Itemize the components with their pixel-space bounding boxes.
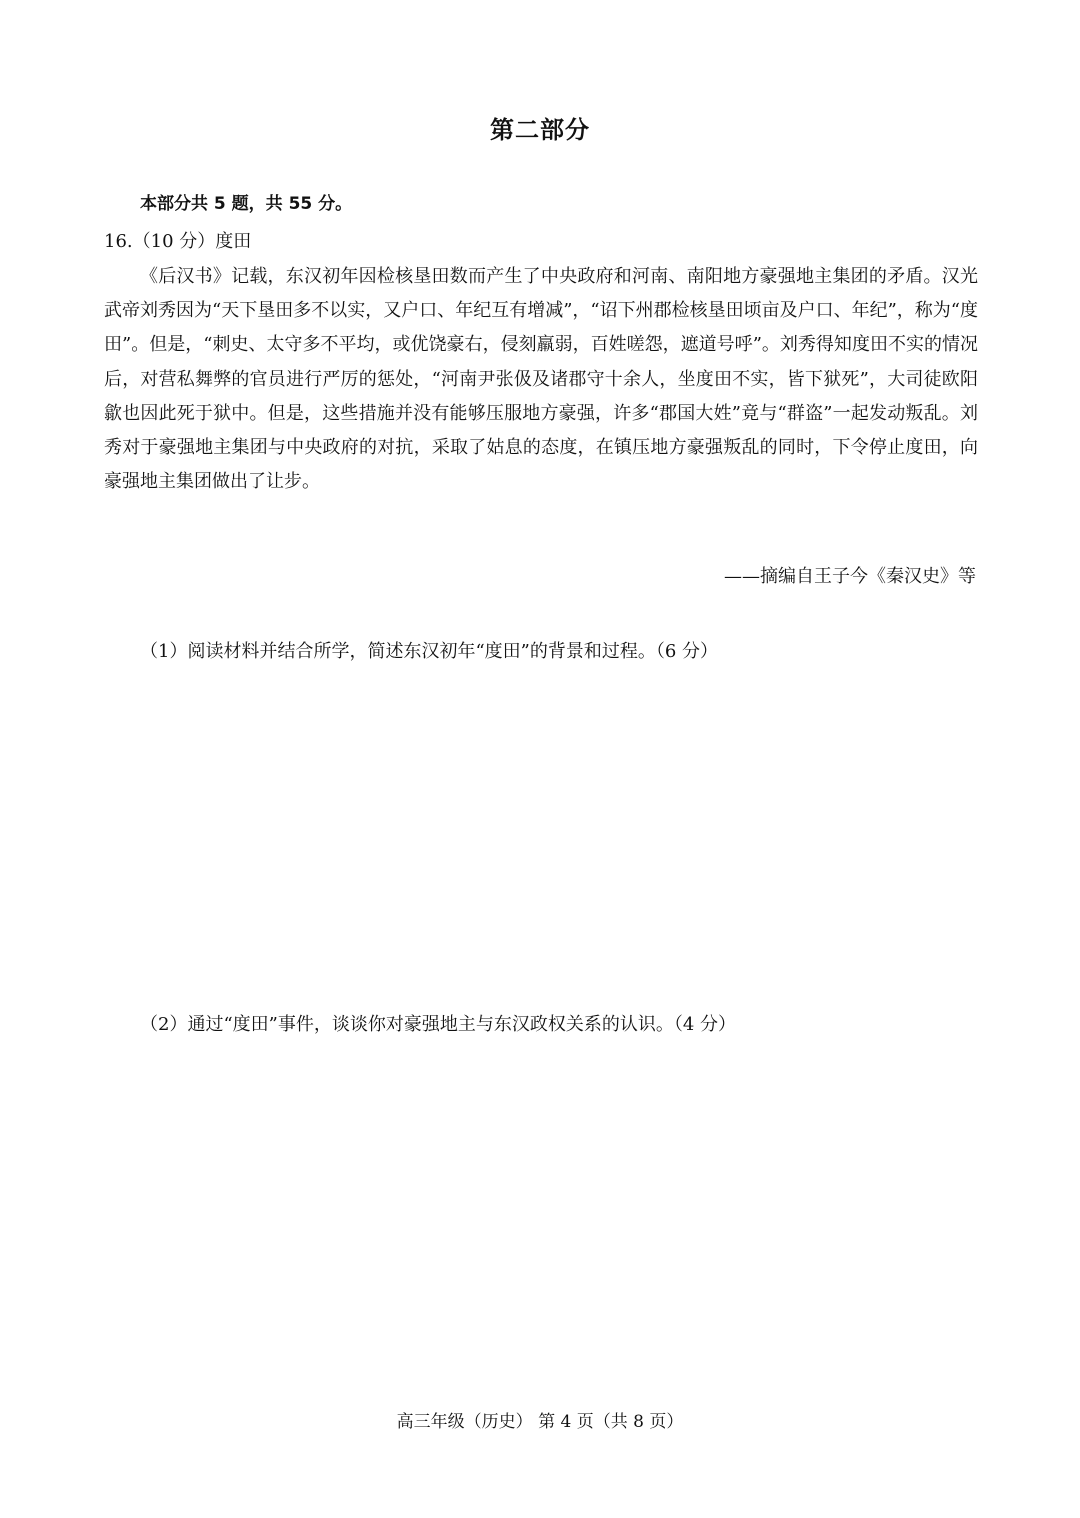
question-material: 《后汉书》记载，东汉初年因检核垦田数而产生了中央政府和河南、南阳地方豪强地主集团的矛盾。汉光武帝刘秀因为“天下垦田多不以实，又户口、年纪互有增减”，“诏下州郡检核垦田顷亩及户口、年纪”，称为“度田”。但是，“刺史、太守多不平均，或优饶豪右，侵刻羸弱，百姓嗟怨，遮道号呼”。刘秀得知度田不实的情况后，对营私舞弊的官员进行严厉的惩处，“河南尹张伋及诸郡守十余人，坐度田不实，皆下狱死”，大司徒欧阳歙也因此死于狱中。但是，这些措施并没有能够压服地方豪强，许多“郡国大姓”竟与“群盗”一起发动叛乱。刘秀对于豪强地主集团与中央政府的对抗，采取了姑息的态度，在镇压地方豪强叛乱的同时，下令停止度田，向豪强地主集团做出了让步。 bbox=[104, 266, 979, 493]
section-title: 第二部分 bbox=[490, 116, 590, 144]
question-heading: 16.（10 分）度田 bbox=[104, 231, 252, 252]
sub-question-1: （1）阅读材料并结合所学，简述东汉初年“度田”的背景和过程。（6 分） bbox=[140, 641, 719, 662]
section-description: 本部分共 5 题，共 55 分。 bbox=[140, 194, 353, 214]
sub-question-2: （2）通过“度田”事件，谈谈你对豪强地主与东汉政权关系的认识。（4 分） bbox=[140, 1014, 737, 1035]
material-source: ——摘编自王子今《秦汉史》等 bbox=[724, 566, 976, 587]
page-footer: 高三年级（历史） 第 4 页（共 8 页） bbox=[396, 1412, 684, 1432]
